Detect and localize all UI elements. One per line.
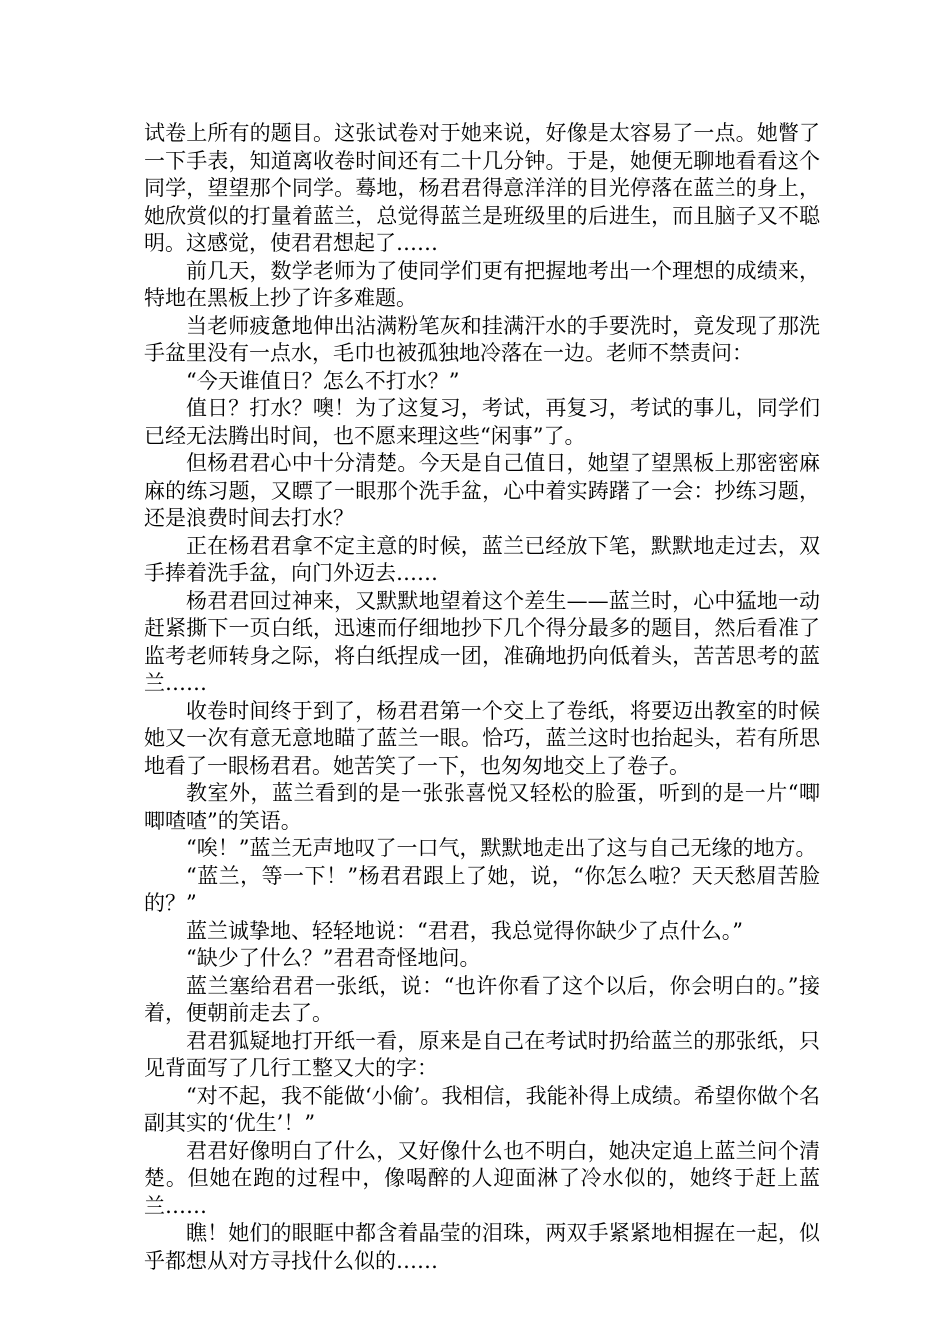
paragraph-wash-basin: 当老师疲惫地伸出沾满粉笔灰和挂满汗水的手要洗时，竟发现了那洗手盆里没有一点水，毛巾也被孤独地冷落在一边。老师不禁责问： xyxy=(144,313,820,365)
paragraph-junjun-calls: “蓝兰，等一下！”杨君君跟上了她，说，“你怎么啦？天天愁眉苦脸的？” xyxy=(144,863,820,915)
paragraph-exam-ends: 收卷时间终于到了，杨君君第一个交上了卷纸，将要迈出教室的时候她又一次有意无意地瞄了蓝兰一眼。恰巧，蓝兰这时也抬起头，若有所思地看了一眼杨君君。她苦笑了一下，也匆匆地交上了卷子。 xyxy=(144,698,820,778)
paragraph-note-opened: 君君狐疑地打开纸一看，原来是自己在考试时扔给蓝兰的那张纸，只见背面写了几行工整又大的字： xyxy=(144,1028,820,1080)
paragraph-no-time: 值日？打水？噢！为了这复习，考试，再复习，考试的事儿，同学们已经无法腾出时间，也不愿来理这些“闲事”了。 xyxy=(144,396,820,448)
paragraph-junjun-chases: 君君好像明白了什么，又好像什么也不明白，她决定追上蓝兰问个清楚。但她在跑的过程中，像喝醉的人迎面淋了冷水似的，她终于赶上蓝兰…… xyxy=(144,1138,820,1218)
paragraph-lanlan-sighs: “唉！”蓝兰无声地叹了一口气，默默地走出了这与自己无缘的地方。 xyxy=(186,836,817,860)
document-page xyxy=(144,120,820,1275)
paragraph-lanlan-replies: 蓝兰诚挚地、轻轻地说：“君君，我总觉得你缺少了点什么。” xyxy=(186,918,743,943)
paragraph-note-text: “对不起，我不能做‘小偷’。我相信，我能补得上成绩。希望你做个名副其实的‘优生’！” xyxy=(144,1083,820,1135)
paragraph-continuation: 试卷上所有的题目。这张试卷对于她来说，好像是太容易了一点。她瞥了一下手表，知道离收卷时间还有二十几分钟。于是，她便无聊地看看这个同学，望望那个同学。蓦地，杨君君得意洋洋的目光停落在蓝兰的身上，她欣赏似的打量着蓝兰，总觉得蓝兰是班级里的后进生，而且脑子又不聪明。这感觉，使君君想起了…… xyxy=(144,121,820,255)
paragraph-duty-dilemma: 但杨君君心中十分清楚。今天是自己值日，她望了望黑板上那密密麻麻的练习题，又瞟了一眼那个洗手盆，心中着实踌躇了一会：抄练习题，还是浪费时间去打水？ xyxy=(144,451,820,530)
paragraph-junjun-asks: “缺少了什么？”君君奇怪地问。 xyxy=(186,946,481,970)
paragraph-paper-thrown: 杨君君回过神来，又默默地望着这个差生——蓝兰时，心中猛地一动赶紧撕下一页白纸，迅速而仔细地抄下几个得分最多的题目，然后看准了监考老师转身之际，将白纸捏成一团，准确地扔向低着头，苦苦思考的蓝兰…… xyxy=(144,588,820,695)
paragraph-lanlan-fetches-water: 正在杨君君拿不定主意的时候，蓝兰已经放下笔，默默地走过去，双手捧着洗手盆，向门外迈去…… xyxy=(144,533,820,585)
paragraph-outside-classroom: 教室外，蓝兰看到的是一张张喜悦又轻松的脸蛋，听到的是一片“唧唧喳喳”的笑语。 xyxy=(144,781,820,833)
paragraph-ending: 瞧！她们的眼眶中都含着晶莹的泪珠，两双手紧紧地相握在一起，似乎都想从对方寻找什么似的…… xyxy=(144,1221,820,1273)
paragraph-math-teacher: 前几天，数学老师为了使同学们更有把握地考出一个理想的成绩来，特地在黑板上抄了许多难题。 xyxy=(144,258,820,310)
paragraph-note-handed: 蓝兰塞给君君一张纸，说：“也许你看了这个以后，你会明白的。”接着，便朝前走去了。 xyxy=(144,973,820,1025)
paragraph-teacher-question: “今天谁值日？怎么不打水？” xyxy=(186,368,460,393)
